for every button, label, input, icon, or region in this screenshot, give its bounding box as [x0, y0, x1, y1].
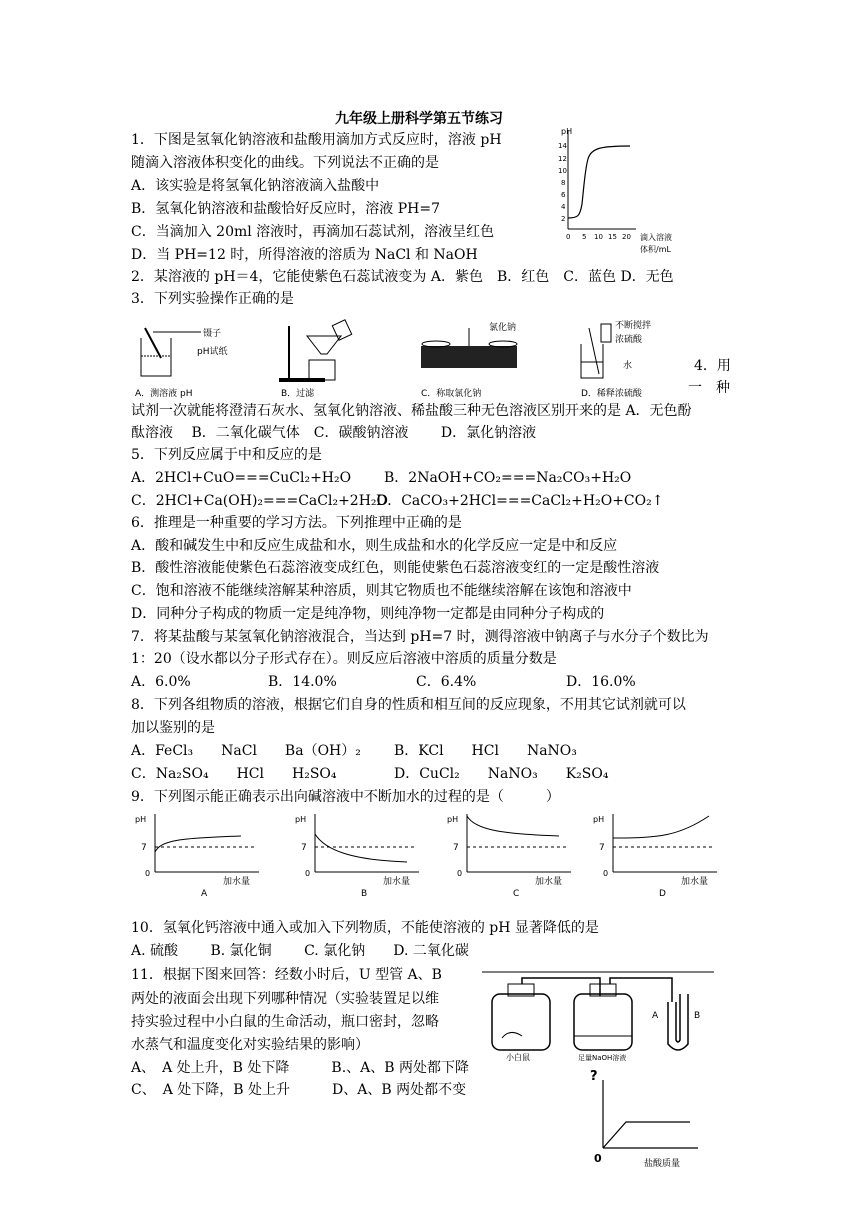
y-tick: 6 — [561, 191, 566, 199]
q1-option-c: C．当滴加入 20ml 溶液时，再滴加石蕊试剂，溶液呈红色 — [131, 224, 495, 240]
q11-stem-4: 水蒸气和温度变化对实验结果的影响） — [131, 1037, 369, 1053]
q1-ph-curve-figure — [556, 124, 726, 262]
y-label: pH — [295, 815, 307, 824]
caption-b: B．过滤 — [281, 389, 315, 399]
q4-stem-3: 试剂一次就能将澄清石灰水、氢氧化钠溶液、稀盐酸三种无色溶液区别开来的是 A．无色酚 — [131, 403, 692, 419]
q7-option-c: C．6.4% — [416, 674, 477, 690]
q8-option-a: A．FeCl₃ NaCl Ba（OH）₂ — [131, 743, 361, 759]
q11-stem: 11．根据下图来回答：经数小时后，U 型管 A、B — [131, 967, 442, 983]
y-tick: 8 — [561, 179, 566, 187]
q5-option-c: C．2HCl+Ca(OH)₂===CaCl₂+2H₂O — [131, 493, 389, 509]
origin-label: 0 — [305, 869, 311, 878]
q8-option-d: D．CuCl₂ NaNO₃ K₂SO₄ — [394, 766, 609, 782]
filtration-picture — [279, 320, 352, 382]
q6-option-c: C．饱和溶液不能继续溶解某种溶质，则其它物质也不能继续溶解在该饱和溶液中 — [131, 583, 632, 599]
u-tube-b-label: B — [694, 1011, 701, 1021]
origin-label: 0 — [457, 869, 463, 878]
ph-measure-picture — [141, 327, 227, 376]
ph7-label: 7 — [453, 843, 459, 853]
dilution-picture — [581, 319, 651, 378]
ph-paper-label: pH试纸 — [197, 347, 228, 357]
q11-options-ab: A、 A 处上升，B 处下降 B.、A、B 两处都下降 — [131, 1060, 469, 1076]
x-label: 加水量 — [383, 877, 411, 887]
q11-apparatus-figure — [482, 966, 718, 1066]
q7-stem-2: 1：20（设水都以分子形式存在）。则反应后溶液中溶质的质量分数是 — [131, 651, 557, 667]
x-label: 盐酸质量 — [644, 1159, 681, 1169]
graph-letter: D — [659, 889, 666, 899]
q1-stem-2: 随滴入溶液体积变化的曲线。下列说法不正确的是 — [131, 155, 439, 171]
ph-curve — [155, 836, 241, 852]
y-tick: 14 — [558, 142, 567, 150]
ph-curve — [315, 834, 407, 862]
origin-label: 0 — [594, 1152, 602, 1165]
x-label: 滴入溶液 — [640, 233, 672, 242]
sulfuric-acid-label: 浓硫酸 — [615, 335, 643, 345]
tweezers-label: 镊子 — [203, 329, 222, 339]
balance-picture — [421, 321, 517, 368]
q10-options: A. 硫酸 B. 氯化铜 C. 氯化钠 D. 二氧化碳 — [131, 943, 469, 959]
y-tick: 12 — [558, 155, 567, 163]
q9-graphs-figure — [131, 810, 731, 900]
q7-option-b: B．14.0% — [268, 674, 337, 690]
y-label: pH — [561, 127, 573, 136]
q9-graph-C — [447, 814, 571, 899]
ph7-label: 7 — [599, 843, 605, 853]
q8-option-b: B．KCl HCl NaNO₃ — [394, 743, 577, 759]
q5-option-a: A．2HCl+CuO===CuCl₂+H₂O — [131, 470, 352, 486]
hcl-mass-graph — [586, 1064, 706, 1170]
q1-option-a: A．该实验是将氢氧化钠溶液滴入盐酸中 — [131, 178, 380, 194]
ph-curve — [568, 146, 630, 218]
ph7-label: 7 — [141, 843, 147, 853]
x-label: 加水量 — [681, 877, 709, 887]
q1-stem: 1．下图是氢氧化钠溶液和盐酸用滴加方式反应时，溶液 pH — [131, 132, 502, 148]
x-tick: 10 — [594, 233, 603, 241]
q1-option-b: B．氢氧化钠溶液和盐酸恰好反应时，溶液 PH=7 — [131, 201, 441, 217]
caption-a: A．测溶液 pH — [135, 389, 193, 399]
q4-stem: 4．用 — [694, 358, 731, 374]
q5-option-b: B．2NaOH+CO₂===Na₂CO₃+H₂O — [384, 470, 632, 486]
graph-line — [603, 1122, 690, 1148]
q11-stem-2: 两处的液面会出现下列哪种情况（实验装置足以维 — [131, 991, 439, 1007]
x-tick: 20 — [622, 233, 631, 241]
q6: 6．推理是一种重要的学习方法。下列推理中正确的是 — [131, 515, 462, 531]
caption-c: C．称取氯化钠 — [421, 389, 482, 399]
mouse-label: 小白鼠 — [506, 1053, 530, 1062]
ph-curve — [467, 816, 559, 836]
naoh-bottle — [574, 984, 632, 1062]
x-label: 加水量 — [223, 877, 251, 887]
x-label-unit: 体积/mL — [640, 245, 671, 254]
x-tick: 5 — [582, 233, 587, 241]
origin-label: 0 — [603, 869, 609, 878]
x-tick: 0 — [566, 233, 571, 241]
q5: 5．下列反应属于中和反应的是 — [131, 447, 322, 463]
q11-options-cd: C、 A 处下降，B 处上升 D、A、B 两处都不变 — [131, 1082, 467, 1098]
q11-stem-3: 持实验过程中小白鼠的生命活动，瓶口密封，忽略 — [131, 1014, 439, 1030]
origin-label: 0 — [145, 869, 151, 878]
naoh-label: 足量NaOH溶液 — [578, 1054, 627, 1062]
q10: 10．氢氧化钙溶液中通入或加入下列物质，不能使溶液的 pH 显著降低的是 — [131, 920, 599, 936]
q4-stem-2: 一 种 — [688, 380, 730, 396]
x-label: 加水量 — [535, 877, 563, 887]
q9-graph-A — [135, 814, 259, 899]
u-tube-a-label: A — [652, 1011, 659, 1021]
caption-d: D．稀释浓硫酸 — [581, 389, 642, 399]
y-label: pH — [447, 815, 459, 824]
u-tube — [668, 994, 688, 1050]
graph-letter: A — [201, 889, 208, 899]
y-label: pH — [593, 815, 605, 824]
q4-options: 酞溶液 B．二氧化碳气体 C．碳酸钠溶液 D．氯化钠溶液 — [131, 425, 537, 441]
q3-experiment-figure — [131, 318, 671, 400]
q6-option-d: D．同种分子构成的物质一定是纯净物，则纯净物一定都是由同种分子构成的 — [131, 606, 605, 622]
q5-option-d: D．CaCO₃+2HCl===CaCl₂+H₂O+CO₂↑ — [376, 493, 664, 509]
q7-option-d: D．16.0% — [566, 674, 636, 690]
q8-stem: 8．下列各组物质的溶液，根据它们自身的性质和相互间的反应现象，不用其它试剂就可以 — [131, 697, 686, 713]
ph7-label: 7 — [301, 843, 307, 853]
q8-stem-2: 加以鉴别的是 — [131, 720, 215, 736]
q1-option-d: D．当 PH=12 时，所得溶液的溶质为 NaCl 和 NaOH — [131, 247, 478, 263]
q7-option-a: A．6.0% — [131, 674, 191, 690]
page-title: 九年级上册科学第五节练习 — [335, 111, 503, 127]
q3: 3．下列实验操作正确的是 — [131, 291, 294, 307]
x-tick: 15 — [608, 233, 617, 241]
y-tick: 2 — [561, 215, 566, 223]
mouse-bottle — [492, 984, 550, 1062]
graph-letter: C — [513, 889, 520, 899]
q9-graph-D — [593, 814, 717, 899]
stir-label: 不断搅拌 — [615, 321, 652, 331]
y-tick: 10 — [558, 167, 567, 175]
q9-graph-B — [295, 814, 419, 899]
y-tick: 4 — [561, 203, 566, 211]
q6-option-b: B．酸性溶液能使紫色石蕊溶液变成红色，则能使紫色石蕊溶液变红的一定是酸性溶液 — [131, 560, 660, 576]
q7-stem: 7．将某盐酸与某氢氧化钠溶液混合，当达到 pH=7 时，测得溶液中钠离子与水分子个数比为 — [131, 629, 709, 645]
graph-letter: B — [361, 889, 368, 899]
y-label: ? — [590, 1069, 598, 1084]
q2: 2．某溶液的 pH＝4，它能使紫色石蕊试液变为 A．紫色 B．红色 C．蓝色 D．无色 — [131, 269, 674, 285]
q8-option-c: C．Na₂SO₄ HCl H₂SO₄ — [131, 766, 337, 782]
q6-option-a: A．酸和碱发生中和反应生成盐和水，则生成盐和水的化学反应一定是中和反应 — [131, 538, 618, 554]
y-label: pH — [135, 815, 147, 824]
water-label: 水 — [623, 361, 633, 371]
nacl-label: 氯化钠 — [489, 323, 517, 333]
q9: 9．下列图示能正确表示出向碱溶液中不断加水的过程的是（ ） — [131, 789, 560, 805]
ph-curve — [613, 816, 709, 838]
